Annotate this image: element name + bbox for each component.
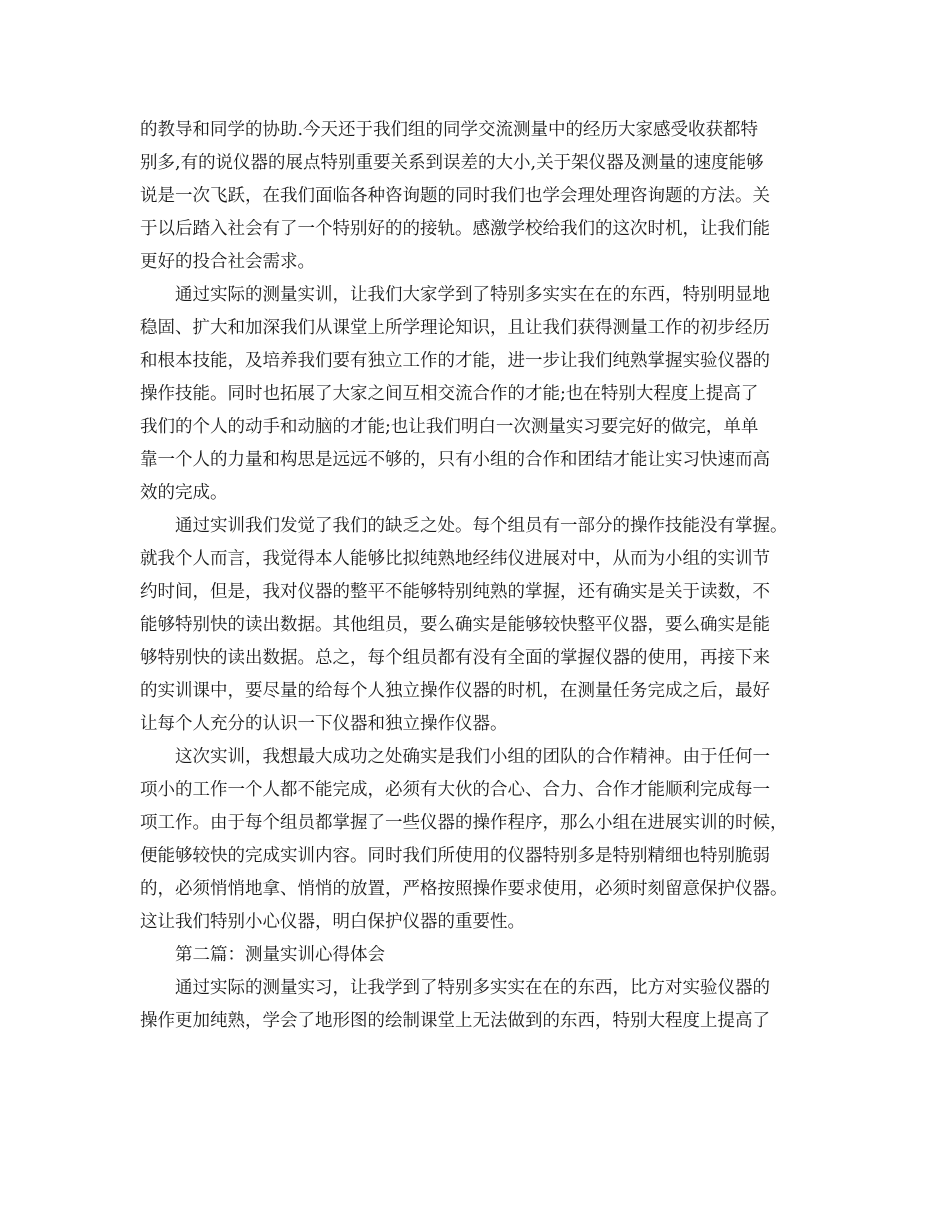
- text-line: 更好的投合社会需求。: [140, 252, 315, 272]
- text-line: 项小的工作一个人都不能完成，必须有大伙的合心、合力、合作才能顺利完成每一: [140, 780, 770, 800]
- text-line: 别多,有的说仪器的展点特别重要关系到误差的大小,关于架仪器及测量的速度能够: [140, 153, 764, 173]
- paragraph-start-line: 这次实训，我想最大成功之处确实是我们小组的团队的合作精神。由于任何一: [175, 747, 770, 767]
- text-line: 操作技能。同时也拓展了大家之间互相交流合作的才能;也在特别大程度上提高了: [140, 384, 759, 404]
- document-body: [140, 114, 820, 1038]
- text-line: 说是一次飞跃，在我们面临各种咨询题的同时我们也学会理处理咨询题的方法。关: [140, 186, 770, 206]
- text-line: 稳固、扩大和加深我们从课堂上所学理论知识，且让我们获得测量工作的初步经历: [140, 318, 770, 338]
- text-line: 便能够较快的完成实训内容。同时我们所使用的仪器特别多是特别精细也特别脆弱: [140, 846, 770, 866]
- text-line: 于以后踏入社会有了一个特别好的的接轨。感激学校给我们的这次时机，让我们能: [140, 219, 770, 239]
- text-line: 够特别快的读出数据。总之，每个组员都有没有全面的掌握仪器的使用，再接下来: [140, 648, 770, 668]
- text-line: 效的完成。: [140, 483, 228, 503]
- text-line: 操作更加纯熟，学会了地形图的绘制课堂上无法做到的东西，特别大程度上提高了: [140, 1011, 770, 1031]
- text-line: 项工作。由于每个组员都掌握了一些仪器的操作程序，那么小组在进展实训的时候，: [140, 813, 788, 833]
- text-line: 靠一个人的力量和构思是远远不够的，只有小组的合作和团结才能让实习快速而高: [140, 450, 770, 470]
- paragraph-start-line: 通过实际的测量实习，让我学到了特别多实实在在的东西，比方对实验仪器的: [175, 978, 770, 998]
- text-line: 我们的个人的动手和动脑的才能;也让我们明白一次测量实习要完好的做完，单单: [140, 417, 759, 437]
- section-heading: 第二篇：测量实训心得体会: [175, 945, 385, 965]
- text-line: 约时间，但是，我对仪器的整平不能够特别纯熟的掌握，还有确实是关于读数，不: [140, 582, 770, 602]
- text-line: 和根本技能，及培养我们要有独立工作的才能，进一步让我们纯熟掌握实验仪器的: [140, 351, 770, 371]
- text-line: 的实训课中，要尽量的给每个人独立操作仪器的时机，在测量任务完成之后，最好: [140, 681, 770, 701]
- text-line: 这让我们特别小心仪器，明白保护仪器的重要性。: [140, 912, 525, 932]
- text-line: 的教导和同学的协助.今天还于我们组的同学交流测量中的经历大家感受收获都特: [140, 120, 759, 140]
- text-line: 的，必须悄悄地拿、悄悄的放置，严格按照操作要求使用，必须时刻留意保护仪器。: [140, 879, 788, 899]
- paragraph-start-line: 通过实际的测量实训，让我们大家学到了特别多实实在在的东西，特别明显地: [175, 285, 770, 305]
- text-line: 就我个人而言，我觉得本人能够比拟纯熟地经纬仪进展对中，从而为小组的实训节: [140, 549, 770, 569]
- text-line: 让每个人充分的认识一下仪器和独立操作仪器。: [140, 714, 508, 734]
- paragraph-start-line: 通过实训我们发觉了我们的缺乏之处。每个组员有一部分的操作技能没有掌握。: [175, 516, 788, 536]
- text-line: 能够特别快的读出数据。其他组员，要么确实是能够较快整平仪器，要么确实是能: [140, 615, 770, 635]
